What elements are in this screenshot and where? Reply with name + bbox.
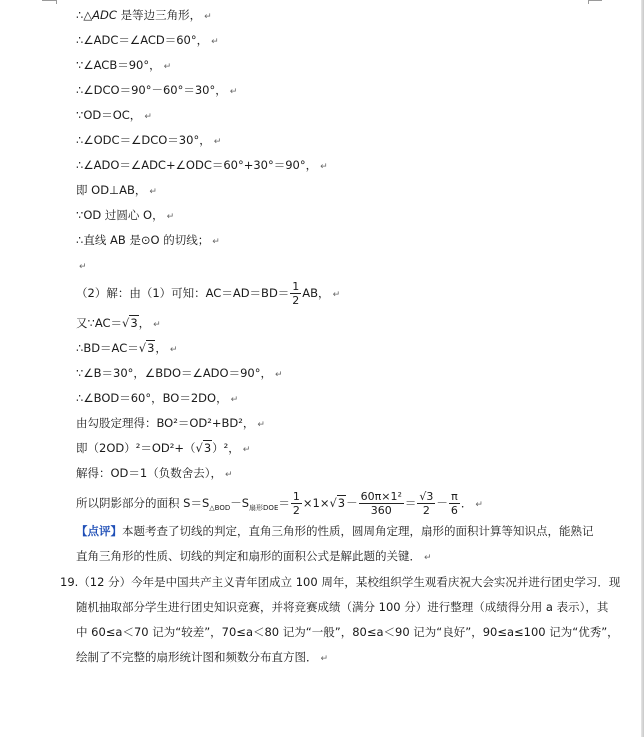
sqrt-3: √3 xyxy=(329,496,346,510)
sqrt-3: √3 xyxy=(122,316,138,330)
solution-line-5: ∴∠BOD＝60°，BO＝2DO， ↵ xyxy=(76,391,239,405)
solution-line-1: （2）解：由（1）可知：AC＝AD＝BD＝ $\frac{1}{2}$ AB， ↵ xyxy=(76,280,341,307)
question-19-line-4: 绘制了不完整的扇形统计图和频数分布直方图． ↵ xyxy=(76,650,329,664)
crop-mark-left xyxy=(42,0,56,1)
proof-line-1: ∴△ADC 是等边三角形， ↵ xyxy=(76,8,212,22)
comment-line-1: 【点评】本题考查了切线的判定，直角三角形的性质，圆周角定理，扇形的面积计算等知识点，能熟记 xyxy=(76,524,594,538)
proof-line-3: ∵∠ACB＝90°， ↵ xyxy=(76,58,172,72)
fraction-f3: $\frac{√3}{2}$ xyxy=(419,490,434,517)
sqrt-3: √3 xyxy=(195,441,212,455)
crop-mark-left-v xyxy=(56,0,57,4)
solution-line-3: ∴BD＝AC＝√3， ↵ xyxy=(76,341,178,355)
solution-line-2: 又∵AC＝√3， ↵ xyxy=(76,316,161,330)
solution-line-6: 由勾股定理得：BO²＝OD²+BD²， ↵ xyxy=(76,416,265,430)
fraction-half: $\frac{1}{2}$ xyxy=(292,280,300,307)
sqrt-3: √3 xyxy=(138,341,155,355)
proof-line-9: ∵OD 过圆心 O， ↵ xyxy=(76,208,175,222)
fraction-f1: $\frac{1}{2}$ xyxy=(292,490,300,517)
crop-mark-right-v xyxy=(588,0,589,4)
fraction-f2: $\frac{\text{60π×1²}}{360}$ xyxy=(360,490,402,517)
proof-line-8: 即 OD⊥AB， ↵ xyxy=(76,183,157,197)
proof-line-6: ∴∠ODC＝∠DCO＝30°， ↵ xyxy=(76,133,222,147)
comment-tag: 【点评】 xyxy=(76,524,122,538)
solution-line-7: 即（2OD）²＝OD²+（√3）²， ↵ xyxy=(76,441,251,455)
solution-line-8: 解得：OD＝1（负数舍去）， ↵ xyxy=(76,466,233,480)
proof-line-10: ∴直线 AB 是⊙O 的切线； ↵ xyxy=(76,233,220,247)
area-formula-line: 所以阴影部分的面积 $S=S_{\triangle BOD}-S_{扇形DOE}=$ $\frac{1}{2}$ ×1×√3－ $\frac{\text{60π×1²}}{360}$ ＝ $\frac{√3}{2}$ － $\frac{\pi}{6}$ ． ↵ xyxy=(76,490,483,517)
blank-line: ↵ xyxy=(79,262,87,272)
question-19-line-1: 19.（12 分）今年是中国共产主义青年团成立 100 周年，某校组织学生观看庆祝大会实况并进行团史学习．现 xyxy=(60,575,621,589)
proof-line-7: ∴∠ADO＝∠ADC+∠ODC＝60°+30°＝90°， ↵ xyxy=(76,158,328,172)
question-19-line-2: 随机抽取部分学生进行团史知识竞赛，并将竞赛成绩（满分 100 分）进行整理（成绩得分用 a 表示），其 xyxy=(76,600,609,614)
proof-line-5: ∵OD＝OC， ↵ xyxy=(76,108,152,122)
comment-line-2: 直角三角形的性质、切线的判定和扇形的面积公式是解此题的关键． ↵ xyxy=(76,549,432,563)
fraction-f4: $\frac{\pi}{6}$ xyxy=(450,490,458,517)
proof-line-4: ∴∠DCO＝90°－60°＝30°， ↵ xyxy=(76,83,238,97)
crop-mark-right xyxy=(588,0,602,1)
proof-line-2: ∴∠ADC＝∠ACD＝60°， ↵ xyxy=(76,33,219,47)
question-19-line-3: 中 60≤a＜70 记为“较差”，70≤a＜80 记为“一般”，80≤a＜90 记为“良好”，90≤a≤100 记为“优秀”， xyxy=(76,625,619,639)
solution-line-4: ∵∠B＝30°，∠BDO＝∠ADO＝90°， ↵ xyxy=(76,366,283,380)
